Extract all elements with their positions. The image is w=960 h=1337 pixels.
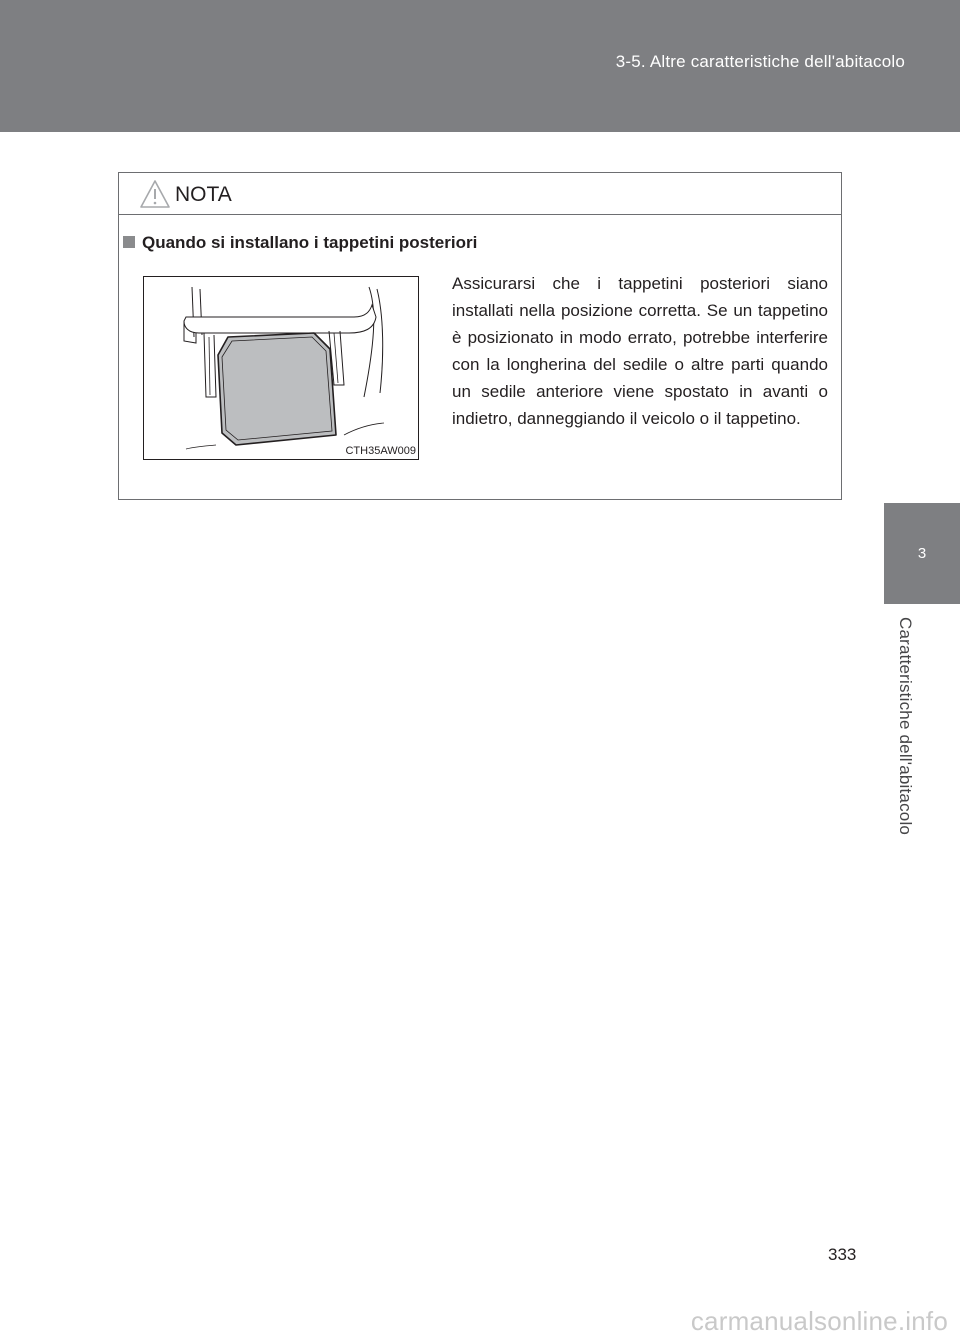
floor-mat-drawing bbox=[144, 277, 419, 460]
page-number: 333 bbox=[828, 1245, 857, 1264]
note-title: NOTA bbox=[175, 183, 232, 206]
figure-code: CTH35AW009 bbox=[345, 445, 416, 457]
note-box bbox=[118, 172, 842, 500]
square-bullet-icon bbox=[123, 236, 135, 248]
watermark: carmanualsonline.info bbox=[690, 1306, 948, 1336]
note-header bbox=[119, 173, 841, 215]
chapter-tab[interactable] bbox=[884, 503, 960, 604]
subsection-heading bbox=[123, 233, 477, 253]
header-band bbox=[0, 0, 960, 132]
chapter-label: Caratteristiche dell'abitacolo bbox=[896, 617, 915, 836]
chapter-number: 3 bbox=[917, 545, 927, 562]
warning-icon bbox=[139, 179, 171, 209]
note-body-text: Assicurarsi che i tappetini posteriori siano installati nella posizione corretta. Se un tappetino è posizionato in modo errato, potrebbe interferire con la longherina del sedile o altre parti quando un sedile anteriore viene spostato in avanti o indietro, danneggiando il veicolo o il tappetino. bbox=[452, 274, 828, 428]
section-title: 3-5. Altre caratteristiche dell'abitacolo bbox=[615, 52, 905, 71]
floor-mat-illustration bbox=[143, 276, 419, 460]
subsection-title: Quando si installano i tappetini posteriori bbox=[142, 233, 478, 252]
